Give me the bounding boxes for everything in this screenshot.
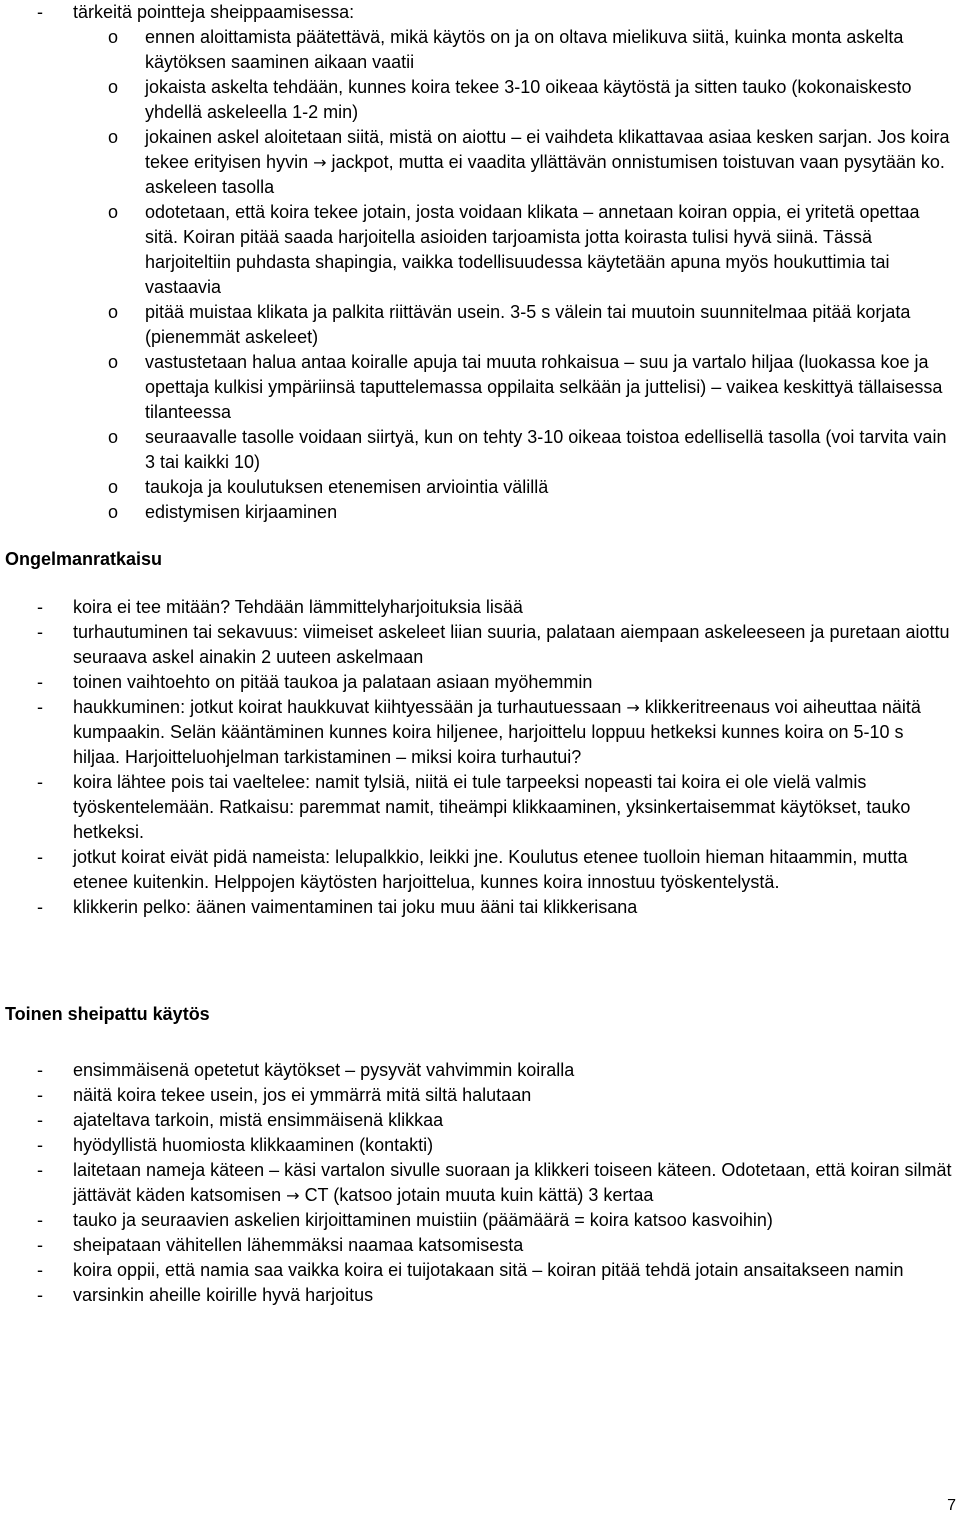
o-bullet: o <box>108 302 119 322</box>
list-item <box>0 895 953 920</box>
list-item <box>0 1133 953 1158</box>
list-item-text: tärkeitä pointteja sheippaamisessa: <box>73 2 355 22</box>
o-bullet: o <box>108 27 119 47</box>
o-bullet: o <box>108 477 119 497</box>
sub-list-item <box>0 75 957 125</box>
list-item-text: koira oppii, että namia saa vaikka koira ei tuijotakaan sitä – koiran pitää tehdä jotain ansaitakseen namin <box>73 1260 904 1280</box>
o-bullet: o <box>108 502 119 522</box>
sub-item-text: edistymisen kirjaaminen <box>145 502 338 522</box>
dash-bullet: - <box>37 1235 43 1255</box>
sub-list-item <box>0 200 957 300</box>
dash-bullet: - <box>37 1110 43 1130</box>
list-item <box>0 1058 953 1083</box>
sub-item-text: pitää muistaa klikata ja palkita riittävän usein. 3-5 s välein tai muutoin suunnitelmaa pitää korjata (pienemmät askeleet) <box>145 302 911 347</box>
list-item-text: varsinkin aheille koirille hyvä harjoitus <box>73 1285 374 1305</box>
list-item-text: hyödyllistä huomiosta klikkaaminen (kontakti) <box>73 1135 434 1155</box>
arrow-right-icon: → <box>286 1186 300 1205</box>
sub-list-item <box>0 300 957 350</box>
dash-bullet: - <box>37 1260 43 1280</box>
dash-bullet: - <box>37 772 43 792</box>
sub-list-item <box>0 425 957 475</box>
list-item <box>0 620 953 670</box>
list-item-text: koira lähtee pois tai vaeltelee: namit tylsiä, niitä ei tule tarpeeksi nopeasti tai koira ei ole vielä valmis työskentelemään. Ratkaisu: paremmat namit, tiheämpi klikkaaminen, yksinkertaisemmat käytökset, tauko hetkeksi. <box>73 772 911 842</box>
o-bullet: o <box>108 202 119 222</box>
list-item-text: toinen vaihtoehto on pitää taukoa ja palataan asiaan myöhemmin <box>73 672 593 692</box>
dash-bullet: - <box>37 897 43 917</box>
sub-item-text: jokainen askel aloitetaan siitä, mistä on aiottu – ei vaihdeta klikattavaa asiaa kesken sarjan. Jos koira tekee erityisen hyvin <box>145 127 950 172</box>
list-item-text-continued: klikkeritreenaus voi aiheuttaa näitä kumpaakin. Selän kääntäminen kunnes koira hiljenee, harjoittelu loppuu hetkeksi kunnes koira on 5-10 s hiljaa. Harjoitteluohjelman tarkistaminen – miksi koira turhautui? <box>73 697 921 767</box>
o-bullet: o <box>108 352 119 372</box>
list-item-text: koira ei tee mitään? Tehdään lämmittelyharjoituksia lisää <box>73 597 523 617</box>
o-bullet: o <box>108 127 119 147</box>
list-item <box>0 1283 953 1308</box>
list-item <box>0 1083 953 1108</box>
list-item-text: ajateltava tarkoin, mistä ensimmäisenä klikkaa <box>73 1110 444 1130</box>
page-number: 7 <box>947 1497 956 1514</box>
list-item-text: laitetaan nameja käteen – käsi vartalon sivulle suoraan ja klikkeri toiseen käteen. Odotetaan, että koiran silmät jättävät käden katsomisen <box>73 1160 952 1205</box>
arrow-right-icon: → <box>313 153 327 172</box>
intro-sub-list <box>0 25 957 525</box>
dash-bullet: - <box>37 1285 43 1305</box>
ongelmanratkaisu-list <box>0 595 953 920</box>
list-item-text: jotkut koirat eivät pidä nameista: lelupalkkio, leikki jne. Koulutus etenee tuolloin hieman hitaammin, mutta etenee kuitenkin. Helppojen käytösten harjoittelua, kunnes koira innostuu työskentelystä. <box>73 847 908 892</box>
toinen-list <box>0 1058 953 1308</box>
dash-bullet: - <box>37 1135 43 1155</box>
sub-list-item <box>0 500 957 525</box>
list-item-text: haukkuminen: jotkut koirat haukkuvat kiihtyessään ja turhautuessaan <box>73 697 622 717</box>
sub-list-item <box>0 350 957 425</box>
list-item-text: näitä koira tekee usein, jos ei ymmärrä mitä siltä halutaan <box>73 1085 532 1105</box>
dash-bullet: - <box>37 1160 43 1180</box>
dash-bullet: - <box>37 672 43 692</box>
list-item <box>0 845 953 895</box>
dash-bullet: - <box>37 697 43 717</box>
arrow-right-icon: → <box>626 698 640 717</box>
sub-list-item <box>0 475 957 500</box>
list-item-text: klikkerin pelko: äänen vaimentaminen tai joku muu ääni tai klikkerisana <box>73 897 638 917</box>
dash-bullet: - <box>37 622 43 642</box>
list-item <box>0 670 953 695</box>
intro-list <box>0 0 957 525</box>
list-item <box>0 595 953 620</box>
sub-item-text: seuraavalle tasolle voidaan siirtyä, kun on tehty 3-10 oikeaa toistoa edellisellä tasolla (voi tarvita vain 3 tai kaikki 10) <box>145 427 947 472</box>
list-item <box>0 1233 953 1258</box>
sub-item-text: vastustetaan halua antaa koiralle apuja tai muuta rohkaisua – suu ja vartalo hiljaa (luokassa koe ja opettaja kulkisi ympäriinsä taputtelemassa oppilaita selkään ja juttelisi) – vaikea keskittyä tällaisessa tilanteessa <box>145 352 943 422</box>
list-item <box>0 1158 953 1208</box>
list-item <box>0 695 953 770</box>
dash-bullet: - <box>37 1085 43 1105</box>
list-item <box>0 1108 953 1133</box>
o-bullet: o <box>108 427 119 447</box>
o-bullet: o <box>108 77 119 97</box>
list-item-text: ensimmäisenä opetetut käytökset – pysyvät vahvimmin koiralla <box>73 1060 575 1080</box>
list-item <box>0 770 953 845</box>
dash-bullet: - <box>37 1210 43 1230</box>
section-heading-ongelmanratkaisu: Ongelmanratkaisu <box>5 549 163 569</box>
sub-item-text: taukoja ja koulutuksen etenemisen arviointia välillä <box>145 477 549 497</box>
sub-list-item <box>0 125 957 200</box>
sub-item-text-continued: jackpot, mutta ei vaadita yllättävän onnistumisen toistuvan vaan pysytään ko. askeleen tasolla <box>145 152 945 197</box>
sub-item-text: jokaista askelta tehdään, kunnes koira tekee 3-10 oikeaa käytöstä ja sitten tauko (kokonaiskesto yhdellä askeleella 1-2 min) <box>145 77 912 122</box>
list-item <box>0 0 953 25</box>
list-item-text-continued: CT (katsoo jotain muuta kuin kättä) 3 kertaa <box>304 1185 654 1205</box>
sub-item-text: ennen aloittamista päätettävä, mikä käytös on ja on oltava mielikuva siitä, kuinka monta askelta käytöksen saaminen aikaan vaatii <box>145 27 904 72</box>
sub-item-text: odotetaan, että koira tekee jotain, josta voidaan klikata – annetaan koiran oppia, ei yritetä opettaa sitä. Koiran pitää saada harjoitella asioiden tarjoamista jotta koirasta tulisi hyvä siinä. Tässä harjoiteltiin puhdasta shapingia, vaikka todellisuudessa käytetään apuna myös houkuttimia tai vastaavia <box>145 202 920 297</box>
list-item-text: tauko ja seuraavien askelien kirjoittaminen muistiin (päämäärä = koira katsoo kasvoihin) <box>73 1210 773 1230</box>
list-item-text: turhautuminen tai sekavuus: viimeiset askeleet liian suuria, palataan aiempaan askeleeseen ja puretaan aiottu seuraava askel ainakin 2 uuteen askelmaan <box>73 622 950 667</box>
dash-bullet: - <box>37 2 43 22</box>
dash-bullet: - <box>37 597 43 617</box>
list-item-text: sheipataan vähitellen lähemmäksi naamaa katsomisesta <box>73 1235 524 1255</box>
sub-list-container <box>0 25 957 525</box>
list-item <box>0 1258 953 1283</box>
sub-list-item <box>0 25 957 75</box>
dash-bullet: - <box>37 847 43 867</box>
dash-bullet: - <box>37 1060 43 1080</box>
list-item <box>0 1208 953 1233</box>
section-heading-toinen-sheipattu: Toinen sheipattu käytös <box>5 1004 210 1024</box>
